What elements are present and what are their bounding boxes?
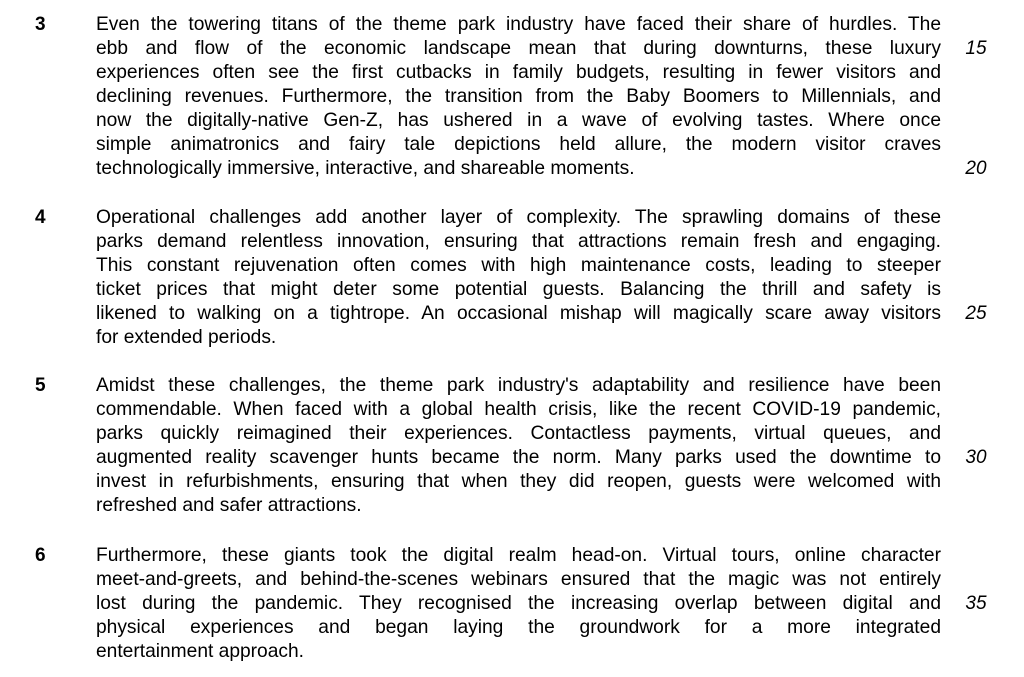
text-line: Furthermore, these giants took the digital realm head-on. Virtual tours, online character [96,545,941,566]
text-line: physical experiences and began laying the groundwork for a more integrated [96,617,941,638]
text-line: invest in refurbishments, ensuring that when they did reopen, guests were welcomed with [96,471,941,492]
text-line: Operational challenges add another layer of complexity. The sprawling domains of these [96,207,941,228]
margin-line-number: 35 [965,593,987,614]
text-line: lost during the pandemic. They recognised the increasing overlap between digital and [96,593,941,614]
text-line: parks quickly reimagined their experiences. Contactless payments, virtual queues, and [96,423,941,444]
text-line: simple animatronics and fairy tale depictions held allure, the modern visitor craves [96,134,941,155]
margin-line-number: 20 [965,158,987,179]
text-line: Even the towering titans of the theme park industry have faced their share of hurdles. The [96,14,941,35]
text-line: This constant rejuvenation often comes with high maintenance costs, leading to steeper [96,255,941,276]
margin-line-number: 30 [965,447,987,468]
text-line: Amidst these challenges, the theme park industry's adaptability and resilience have been [96,375,941,396]
text-line: ebb and flow of the economic landscape mean that during downturns, these luxury [96,38,941,59]
text-line: declining revenues. Furthermore, the transition from the Baby Boomers to Millennials, and [96,86,941,107]
text-line: parks demand relentless innovation, ensuring that attractions remain fresh and engaging. [96,231,941,252]
text-line: ticket prices that might deter some potential guests. Balancing the thrill and safety is [96,279,941,300]
text-line: entertainment approach. [96,641,304,662]
text-line: refreshed and safer attractions. [96,495,362,516]
margin-line-number: 25 [965,303,987,324]
text-line: experiences often see the first cutbacks in family budgets, resulting in fewer visitors and [96,62,941,83]
text-line: now the digitally-native Gen-Z, has ushered in a wave of evolving tastes. Where once [96,110,941,131]
text-line: for extended periods. [96,327,277,348]
text-line: augmented reality scavenger hunts became the norm. Many parks used the downtime to [96,447,941,468]
paragraph-number: 5 [35,375,46,396]
paragraph-number: 4 [35,207,46,228]
text-line: technologically immersive, interactive, and shareable moments. [96,158,635,179]
margin-line-number: 15 [965,38,987,59]
paragraph-number: 6 [35,545,46,566]
text-line: meet-and-greets, and behind-the-scenes webinars ensured that the magic was not entirely [96,569,941,590]
text-line: likened to walking on a tightrope. An occasional mishap will magically scare away visitors [96,303,941,324]
text-line: commendable. When faced with a global health crisis, like the recent COVID-19 pandemic, [96,399,941,420]
paragraph-number: 3 [35,14,46,35]
